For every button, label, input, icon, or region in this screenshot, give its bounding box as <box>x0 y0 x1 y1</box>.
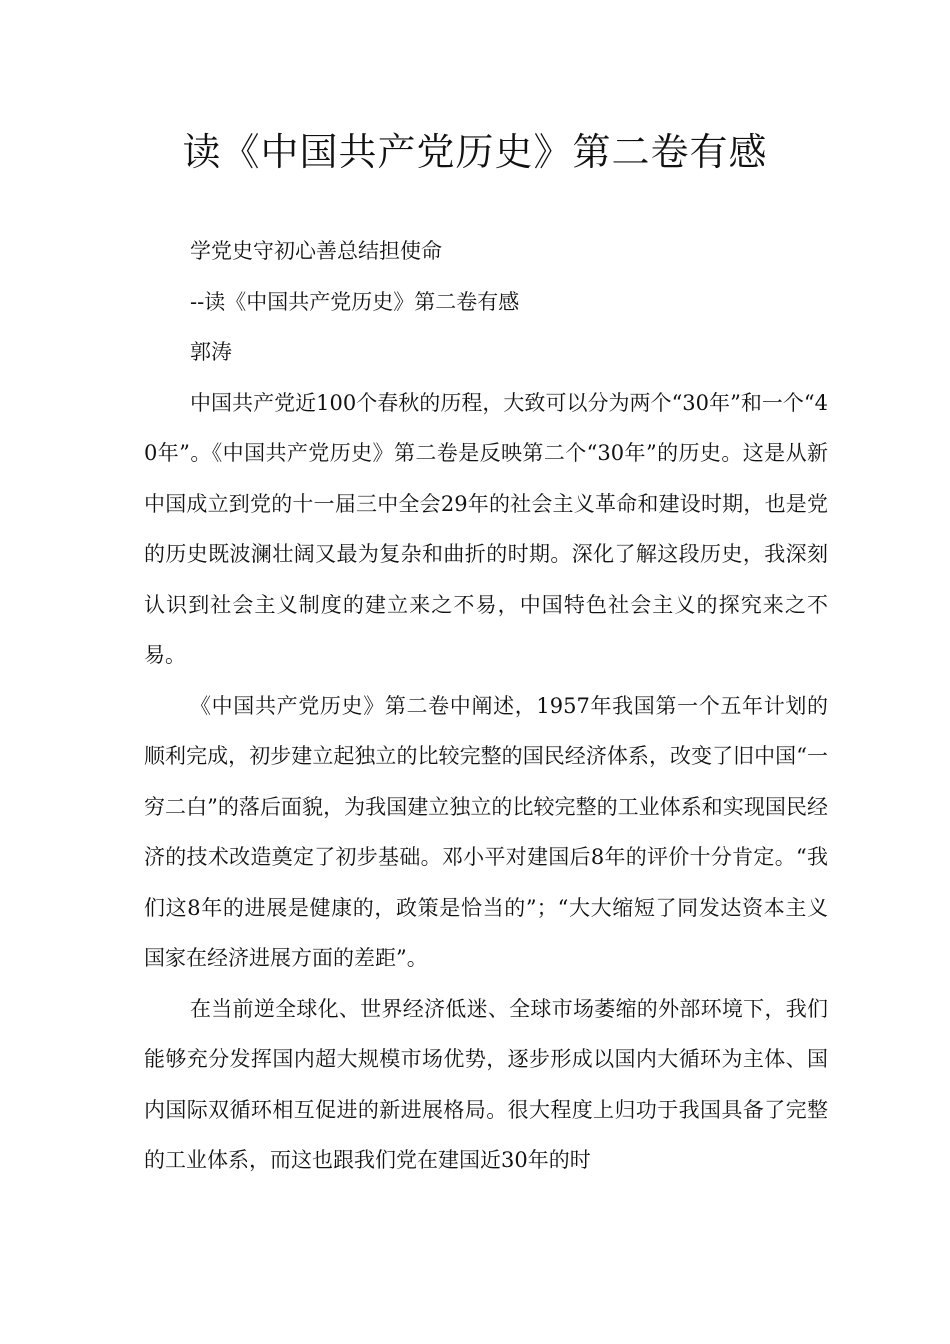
paragraph: 在当前逆全球化、世界经济低迷、全球市场萎缩的外部环境下，我们能够充分发挥国内超大规模市场优势，逐步形成以国内大循环为主体、国内国际双循环相互促进的新进展格局。很大程度上归功于我国具备了完整的工业体系，而这也跟我们党在建国近30年的时 <box>144 996 828 1172</box>
paragraph: 《中国共产党历史》第二卷中阐述，1957年我国第一个五年计划的顺利完成，初步建立起独立的比较完整的国民经济体系，改变了旧中国“一穷二白”的落后面貌，为我国建立独立的比较完整的工业体系和实现国民经济的技术改造奠定了初步基础。邓小平对建国后8年的评价十分肯定。“我们这8年的进展是健康的，政策是恰当的”；“大大缩短了同发达资本主义国家在经济进展方面的差距”。 <box>144 693 828 970</box>
document-body <box>144 226 828 1186</box>
document-title: 读《中国共产党历史》第二卷有感 <box>182 130 768 174</box>
document-subtitle-secondary: --读《中国共产党历史》第二卷有感 <box>190 289 520 314</box>
document-author: 郭涛 <box>190 340 232 364</box>
document-subtitle: 学党史守初心善总结担使命 <box>190 239 442 263</box>
paragraph: 中国共产党近100个春秋的历程，大致可以分为两个“30年”和一个“40年”。《中国共产党历史》第二卷是反映第二个“30年”的历史。这是从新中国成立到党的十一届三中全会29年的社会主义革命和建设时期，也是党的历史既波澜壮阔又最为复杂和曲折的时期。深化了解这段历史，我深刻认识到社会主义制度的建立来之不易，中国特色社会主义的探究来之不易。 <box>144 390 828 667</box>
